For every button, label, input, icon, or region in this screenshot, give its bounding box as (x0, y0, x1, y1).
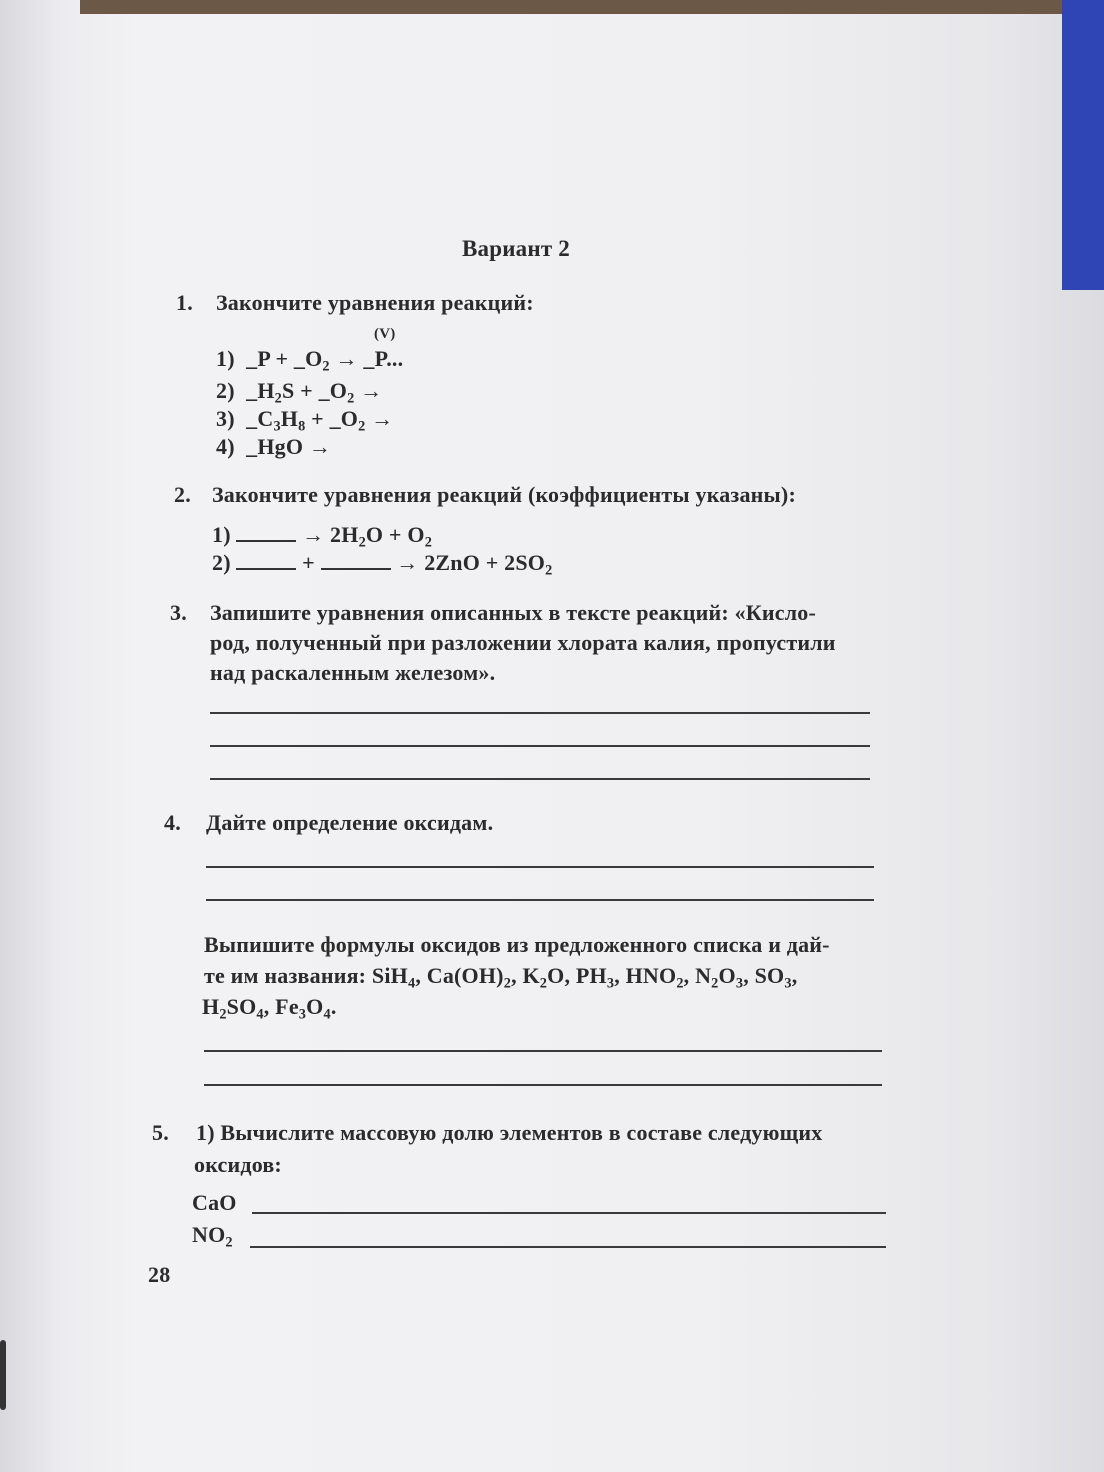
reaction-formula: $\_H_2S$ + $\_O_2$ → (240, 378, 383, 407)
task-4-text: Дайте определение оксидам. (206, 810, 494, 835)
task-5-line-1: 1) Вычислите массовую долю элементов в составе следующих (196, 1120, 823, 1145)
answer-line[interactable] (204, 1050, 882, 1052)
task-3-line-1: Запишите уравнения описанных в тексте реакций: «Кисло- (210, 600, 817, 625)
page-title: Вариант 2 (462, 236, 570, 261)
answer-line[interactable] (204, 1084, 882, 1086)
task-1-reaction-1 (216, 346, 404, 375)
task-5-item-cao: CaO (192, 1190, 237, 1215)
task-4-subtask-line-1: Выпишите формулы оксидов из предложенного списка и дай- (204, 932, 830, 957)
task-4-subtask-line-2 (204, 963, 798, 992)
background-strip (80, 0, 1104, 14)
task-2-number: 2. (174, 482, 191, 507)
answer-line[interactable] (250, 1246, 886, 1248)
binding-ring (0, 1340, 6, 1410)
page-number: 28 (148, 1262, 171, 1287)
answer-line[interactable] (252, 1212, 886, 1214)
reaction-label: 1) (216, 346, 235, 371)
task-4-subtask-line-3: $H_2SO_4$, $Fe_3O_4$. (202, 994, 337, 1023)
reaction-formula: _P + $\_O_2$ → _P... (240, 346, 404, 375)
reaction-label: 3) (216, 406, 235, 431)
task-1-text: Закончите уравнения реакций: (216, 290, 534, 315)
task-1-number: 1. (176, 290, 193, 315)
reaction-label: 4) (216, 434, 235, 459)
task-2-text: Закончите уравнения реакций (коэффициенты указаны): (212, 482, 796, 507)
task-3-line-3: над раскаленным железом». (210, 660, 496, 685)
answer-blank[interactable] (236, 550, 296, 570)
task-4-number: 4. (164, 810, 181, 835)
task-2-reaction-2 (212, 550, 553, 579)
reaction-formula: → $2ZnO + 2SO_2$ (396, 550, 553, 579)
answer-line[interactable] (206, 866, 874, 868)
plus-sign: + (302, 550, 315, 575)
reaction-formula: _HgO → (240, 434, 332, 459)
task-3-line-2: род, полученный при разложении хлората калия, пропустили (210, 630, 836, 655)
reaction-formula: $\_C_3H_8$ + $\_O_2$ → (240, 406, 394, 435)
answer-line[interactable] (210, 712, 870, 714)
subtask-intro: те им названия: (204, 963, 367, 988)
answer-line[interactable] (206, 899, 874, 901)
task-5-item-no2: $NO_2$ (192, 1222, 233, 1251)
task-1-reaction-3 (216, 406, 394, 435)
task-3-number: 3. (170, 600, 187, 625)
answer-blank[interactable] (321, 550, 391, 570)
task-1-reaction-4 (216, 434, 331, 460)
answer-line[interactable] (210, 778, 870, 780)
task-2-reaction-1 (212, 522, 433, 551)
reaction-formula: → $2H_2O + O_2$ (302, 522, 433, 551)
reaction-label: 2) (216, 378, 235, 403)
answer-line[interactable] (210, 745, 870, 747)
reaction-label: 1) (212, 522, 231, 547)
adjacent-page-edge (1062, 0, 1104, 290)
formula-list: SiH$_4$, $Ca(OH)_2$, $K_2O$, $PH_3$, $HNO_2$, $N_2O_3$, $SO_3$, (371, 963, 798, 992)
task-5-number: 5. (152, 1120, 169, 1145)
answer-blank[interactable] (236, 522, 296, 542)
valence-mark: (V) (374, 326, 396, 342)
task-5-line-2: оксидов: (194, 1152, 282, 1177)
task-1-reaction-2 (216, 378, 383, 407)
reaction-label: 2) (212, 550, 231, 575)
